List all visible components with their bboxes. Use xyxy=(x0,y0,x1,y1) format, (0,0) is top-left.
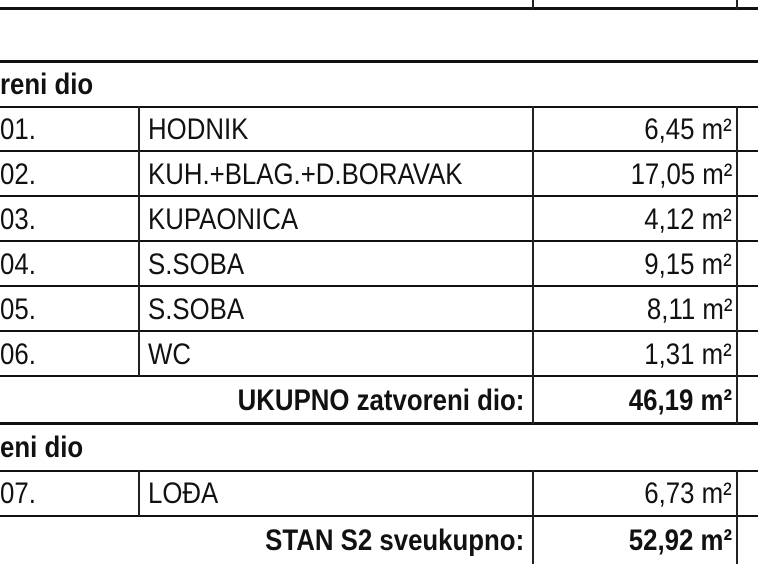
table-rule xyxy=(0,470,758,472)
room-number: 02. xyxy=(0,158,36,191)
table-rule xyxy=(0,150,758,152)
table-rule xyxy=(138,106,140,376)
table-rule xyxy=(0,375,758,377)
table-rule xyxy=(532,470,534,564)
room-area: 17,05 m² xyxy=(630,158,732,191)
room-area: 8,11 m² xyxy=(646,293,732,326)
room-area: 6,45 m² xyxy=(644,113,732,146)
room-name: KUPAONICA xyxy=(148,203,299,236)
room-number: 06. xyxy=(0,338,36,371)
subtotal-value: 46,19 m² xyxy=(628,384,732,417)
section-title-open: eni dio xyxy=(0,431,84,464)
room-name: LOĐA xyxy=(148,477,219,510)
room-number: 07. xyxy=(0,477,36,510)
table-rule xyxy=(138,470,140,516)
room-area: 1,31 m² xyxy=(644,338,732,371)
table-rule xyxy=(0,240,758,242)
table-rule xyxy=(0,195,758,197)
room-name: WC xyxy=(148,338,191,371)
room-name: HODNIK xyxy=(148,113,249,146)
table-rule xyxy=(0,285,758,287)
table-rule xyxy=(532,106,534,424)
table-rule xyxy=(0,515,758,517)
grand-total-label: STAN S2 sveukupno: xyxy=(264,524,524,557)
table-rule xyxy=(0,7,758,10)
table-rule xyxy=(736,106,738,424)
room-number: 03. xyxy=(0,203,36,236)
table-rule xyxy=(736,0,738,9)
table-rule xyxy=(0,422,758,425)
room-number: 05. xyxy=(0,293,36,326)
table-rule xyxy=(532,0,534,9)
table-rule xyxy=(0,106,758,108)
table-rule xyxy=(736,470,738,564)
room-area: 6,73 m² xyxy=(644,477,732,510)
subtotal-label: UKUPNO zatvoreni dio: xyxy=(237,384,524,417)
grand-total-value: 52,92 m² xyxy=(628,524,732,557)
room-area: 4,12 m² xyxy=(644,203,732,236)
section-title-closed: reni dio xyxy=(0,68,94,101)
room-area: 9,15 m² xyxy=(644,248,732,281)
room-name: S.SOBA xyxy=(148,248,245,281)
room-number: 04. xyxy=(0,248,36,281)
room-name: KUH.+BLAG.+D.BORAVAK xyxy=(148,158,463,191)
room-name: S.SOBA xyxy=(148,293,245,326)
table-rule xyxy=(0,330,758,332)
room-number: 01. xyxy=(0,113,36,146)
table-rule xyxy=(0,60,758,63)
